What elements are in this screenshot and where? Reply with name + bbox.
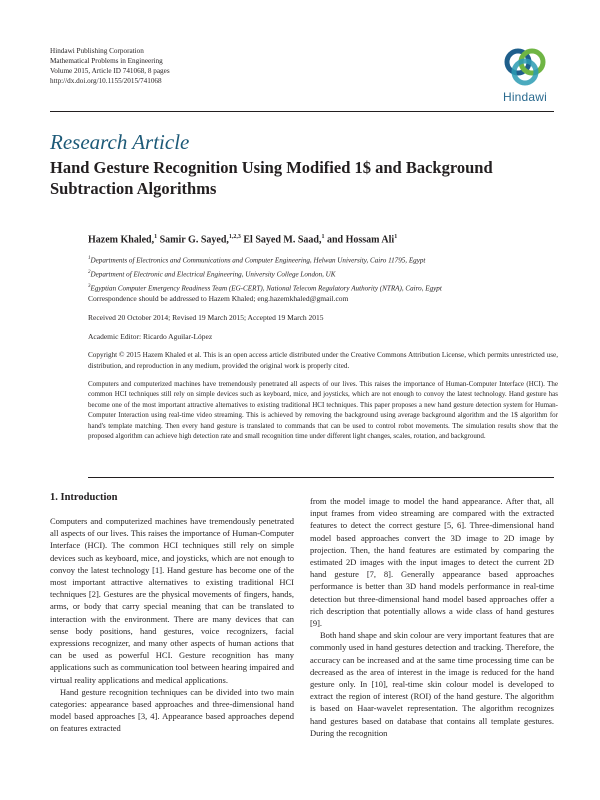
author-name: El Sayed M. Saad, [240, 234, 322, 246]
hindawi-logo-icon [496, 44, 554, 90]
abstract-text: Computers and computerized machines have tremendously penetrated all aspects of our lives. This raises the importance of Human-Computer Interface (HCI). The common HCI techniques still rely on simple devices such as keyboard, mice, and joysticks, which are not enough to convoy the latest technology. Hand gesture has become one of the most important attractive alternatives to existing traditional HCI techniques. This paper proposes a new hand gesture detection system for Human-Computer Interaction using real-time video streaming. This is achieved by removing the background using average background algorithm and the 1$ algorithm for hand's template matching. Then every hand gesture is translated to commands that can be used to control robot movements. The simulation results show that the proposed algorithm can achieve high detection rate and small recognition time under different light changes, scales, rotation, and background. [88, 380, 558, 441]
paper-title: Hand Gesture Recognition Using Modified 1$ and Background Subtraction Algorithms [50, 158, 493, 198]
author-name: and Hossam Ali [324, 234, 395, 246]
affiliation-mark: 2 [88, 269, 91, 275]
volume-line: Volume 2015, Article ID 741068, 8 pages [50, 67, 170, 75]
publisher-info [50, 46, 270, 86]
paragraph: from the model image to model the hand appearance. After that, all input frames from video streaming are compared with the extracted features to detect the correct gesture [5, 6]. Three-dimensional hand model based approaches convert the 3D image to 2D image by projection. Then, the hand features are estimated by comparing the estimated 2D images with the input images to detect the current 2D hand gesture [7, 8]. Generally appearance based approaches performance is better than 3D hand models performance in real-time detection but three-dimensional hand model based approaches offer a rich description that potentially allows a wide class of hand gestures [9]. [310, 496, 554, 629]
affiliation-text: Egyptian Computer Emergency Readiness Team (EG-CERT), National Telecom Regulatory Authority (NTRA), Cairo, Egypt [90, 284, 442, 293]
section-heading: 1. Introduction [50, 492, 118, 503]
paragraph: Computers and computerized machines have tremendously penetrated all aspects of our lives. This raises the importance of Human-Computer Interface (HCI). The common HCI techniques still rely on simple devices such as keyboard, mice, and joysticks, which are not enough to convoy the latest technology [1]. Hand gesture has become one of the most important attractive alternatives to existing traditional HCI techniques [2]. Gestures are the physical movements of fingers, hands, arms, or body that carry special meaning that can be translated to interaction with the environment. There are many devices that can sense body positions, hand gestures, voice recognizers, facial expressions recognizer, and many other aspects of human actions that can be used as powerful HCI. Gesture recognition has many applications such as communication tool between hearing impaired and virtual reality applications and medical applications. [50, 516, 294, 685]
copyright-notice: Copyright © 2015 Hazem Khaled et al. This is an open access article distributed under the Creative Commons Attribution License, which permits unrestricted use, distribution, and reproduction in any medium, provided the original work is properly cited. [88, 351, 558, 370]
abstract-divider [88, 477, 554, 478]
header-divider [50, 111, 554, 112]
doi-link[interactable]: http://dx.doi.org/10.1155/2015/741068 [50, 77, 162, 85]
journal-line: Mathematical Problems in Engineering [50, 57, 163, 65]
affiliations [88, 253, 558, 295]
affiliation-item [88, 253, 558, 267]
body-column-left [50, 515, 294, 735]
publisher-line: Hindawi Publishing Corporation [50, 47, 144, 55]
affiliation-text: Department of Electronic and Electrical Engineering, University College London, UK [90, 270, 336, 279]
affiliation-mark: 3 [88, 283, 91, 289]
author-name: Samir G. Sayed, [157, 234, 229, 246]
affiliation-mark: 1 [88, 256, 91, 261]
author-affil-mark: 1 [321, 234, 325, 240]
article-type: Research Article [50, 130, 190, 154]
paragraph: Hand gesture recognition techniques can be divided into two main categories: appearance based approaches and three-dimensional hand model based approaches [3, 4]. Appearance based approaches depend on features extracted [50, 686, 294, 734]
received-dates: Received 20 October 2014; Revised 19 March 2015; Accepted 19 March 2015 [88, 313, 324, 322]
author-list [88, 234, 558, 245]
affiliation-item [88, 267, 558, 281]
correspondence-line: Correspondence should be addressed to Hazem Khaled; eng.hazemkhaled@gmail.com [88, 294, 349, 303]
body-column-right [310, 495, 554, 739]
academic-editor: Academic Editor: Ricardo Aguilar-López [88, 332, 213, 341]
author-affil-mark: 1 [394, 234, 398, 240]
hindawi-logo-text: Hindawi [502, 90, 548, 104]
paragraph: Both hand shape and skin colour are very important features that are commonly used in hand gestures detection and tracking. Therefore, the accuracy can be increased and at the same time processing time can be decreased as the area of interest in the image is reduced for the hand gesture only. In [10], real-time skin colour model is developed to extract the region of interest (ROI) of the hand gesture. The algorithm is based on Haar-wavelet representation. The algorithm recognizes hand gestures based on database that contains all template gestures. During the recognition [310, 630, 554, 738]
affiliation-text: Departments of Electronics and Communications and Computer Engineering, Helwan University, Cairo 11795, Egypt [90, 256, 426, 265]
author-name: Hazem Khaled, [88, 234, 155, 246]
hindawi-logo [496, 44, 554, 106]
author-affil-mark: 1 [154, 234, 158, 240]
author-affil-mark: 1,2,3 [228, 234, 241, 240]
affiliation-item [88, 281, 558, 295]
